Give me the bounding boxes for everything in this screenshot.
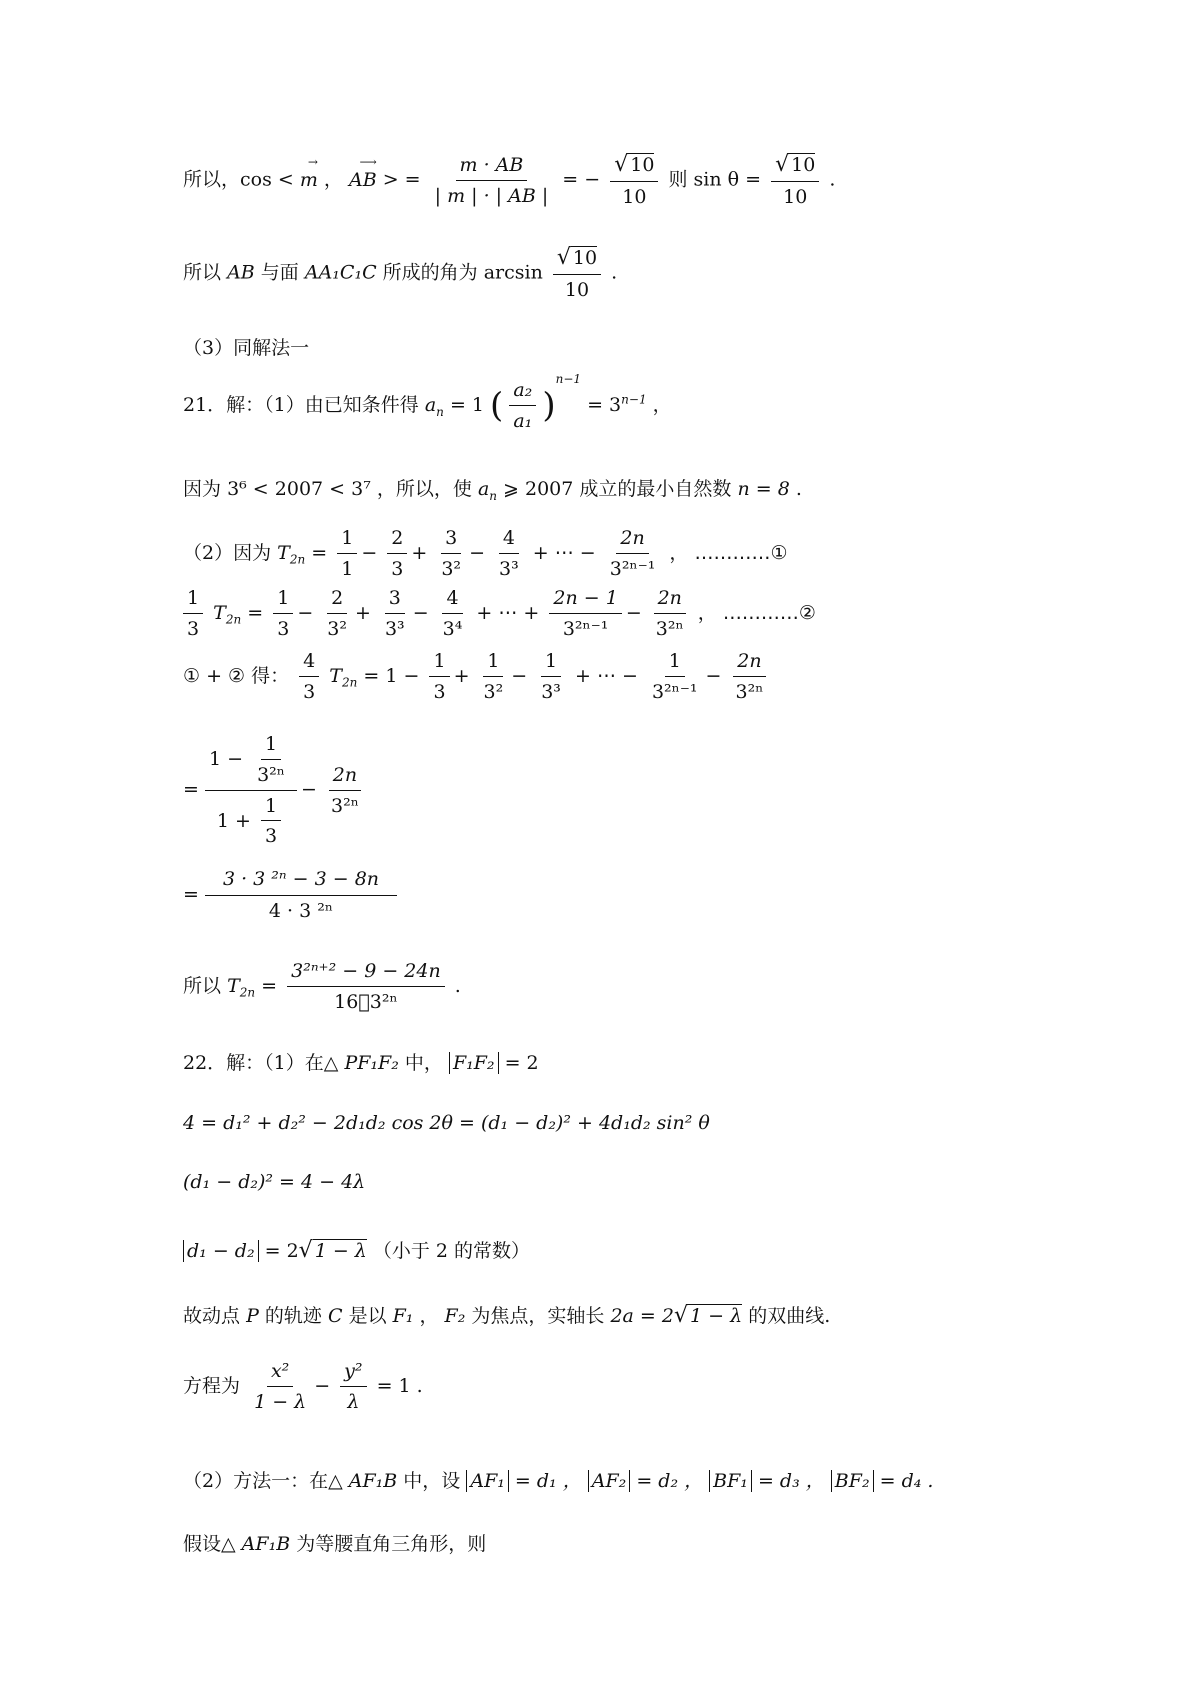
numerator: 2n <box>733 650 765 677</box>
assumption-line <box>183 1533 486 1556</box>
denominator: a₁ <box>513 410 533 432</box>
denominator: 3³ <box>384 617 405 640</box>
numerator: 1 <box>261 733 281 760</box>
numerator: 2n − 1 <box>549 587 621 614</box>
fraction <box>299 650 319 704</box>
denominator <box>213 791 289 849</box>
text-segment: 方程为 <box>183 1374 241 1397</box>
denominator: 3² <box>441 557 462 580</box>
subscript: 2n <box>225 612 242 627</box>
fraction <box>606 527 660 581</box>
math-segment: = d₄ . <box>879 1470 934 1492</box>
math-segment: a <box>424 394 437 416</box>
angle-result-line <box>183 245 617 302</box>
text-segment: （2）因为 <box>183 541 272 564</box>
numerator: 1 <box>665 650 685 677</box>
math-segment: AF₁B <box>241 1533 291 1555</box>
fraction-a2-a1 <box>509 379 536 433</box>
math-segment: F₂ <box>444 1305 466 1327</box>
denominator: 1 − λ <box>254 1390 307 1413</box>
math-segment: T <box>329 664 342 687</box>
fraction <box>387 527 407 581</box>
radical-icon: √ <box>556 245 571 270</box>
numerator <box>553 245 601 275</box>
numerator: x² <box>267 1360 293 1387</box>
text-segment: ， <box>323 168 343 191</box>
numerator: 1 <box>261 795 281 822</box>
text-segment: 是以 <box>348 1305 387 1327</box>
text-segment: = 3 <box>587 394 622 416</box>
text-segment: 所以，cos < <box>183 168 294 191</box>
math-segment: P <box>246 1305 259 1327</box>
denominator: 4 · 3 ²ⁿ <box>268 899 334 922</box>
numerator: a₂ <box>509 379 536 406</box>
problem-21-line <box>183 372 672 433</box>
text-segment: 22．解：（1）在△ <box>183 1052 339 1074</box>
denominator: 3³ <box>499 557 519 580</box>
text-segment: + ⋯ − <box>532 541 596 564</box>
text-segment: 中，设 <box>403 1470 461 1492</box>
min-n-line <box>183 478 802 503</box>
difference-abs-line <box>183 1238 530 1264</box>
text-segment: 1 + <box>216 809 251 832</box>
math-segment: C <box>327 1305 343 1327</box>
math-segment: BF₂ <box>831 1470 874 1492</box>
fraction <box>253 733 289 787</box>
vector-m: → m <box>299 154 318 191</box>
numerator: 3²ⁿ⁺² − 9 − 24n <box>287 960 445 987</box>
denominator: 1 <box>341 557 354 580</box>
fraction <box>648 650 702 704</box>
fraction <box>323 587 351 641</box>
text-segment: ① + ② 得： <box>183 664 290 687</box>
text-segment: > = <box>382 168 421 191</box>
denominator: | m | · | AB | <box>434 184 549 207</box>
numerator: 1 <box>337 527 357 554</box>
denominator: 3²ⁿ⁻¹ <box>651 680 698 703</box>
text-segment: 故动点 <box>183 1305 241 1327</box>
cos-angle-line <box>183 152 835 209</box>
text-segment: + ⋯ + <box>476 601 540 624</box>
text-segment: = − <box>562 168 601 191</box>
fraction <box>429 650 449 704</box>
numerator: 2n <box>616 527 648 554</box>
math-segment: AB <box>227 261 255 284</box>
text-segment: 则 sin θ = <box>668 168 762 191</box>
denominator: 3² <box>483 680 504 703</box>
subscript: n <box>489 488 497 503</box>
t2n-equation-2: $\frac{1}{3}$ $T_{2n}$ = $\frac{1}{3}$ − $\frac{2}{\text{3²}}$ + $\frac{3}{\text{3³}}$ − $\frac{4}{\text{3⁴}}$ + ⋯ + $\frac{2n - 1}{\text{3²ⁿ⁻¹}}$ − $\frac{2n}{\text{3²ⁿ}}$ ， …………② <box>183 587 816 641</box>
denominator: 3²ⁿ <box>257 763 286 786</box>
arrow-icon: → <box>307 154 318 169</box>
fraction <box>439 587 467 641</box>
text-segment: 所成的角为 arcsin <box>382 261 543 284</box>
numerator <box>205 733 297 791</box>
math-segment: 2a = 2 <box>610 1305 674 1327</box>
numerator: 1 <box>183 587 203 614</box>
numerator: 2 <box>387 527 407 554</box>
radicand: 10 <box>572 247 598 269</box>
text-segment: = <box>183 883 199 906</box>
numerator <box>610 152 658 182</box>
denominator: 3⁴ <box>442 617 463 640</box>
text-segment: 因为 <box>183 478 222 500</box>
text-segment: 假设△ <box>183 1533 236 1555</box>
denominator: 10 <box>564 279 590 302</box>
superscript: n−1 <box>621 392 647 407</box>
text-segment: 的轨迹 <box>264 1305 322 1327</box>
numerator: y² <box>340 1360 366 1387</box>
math-segment: a <box>477 478 490 500</box>
radical-icon: √ <box>298 1238 313 1263</box>
math-segment: T <box>277 541 290 564</box>
paren-right: ) <box>542 385 556 426</box>
denominator: 3²ⁿ <box>735 680 764 703</box>
subscript: 2n <box>239 985 256 1000</box>
text-segment: 中， <box>404 1052 443 1074</box>
math-segment: T <box>213 601 226 624</box>
t2n-result-line <box>183 960 461 1014</box>
fraction-sqrt10-over-10 <box>553 245 601 302</box>
math-segment: n = 8 <box>737 478 790 500</box>
text-segment: = <box>261 974 278 997</box>
numerator: 2n <box>329 764 361 791</box>
text-segment: ， <box>652 394 672 416</box>
math-segment: BF₁ <box>709 1470 752 1492</box>
math-segment: AF₁B <box>348 1470 398 1492</box>
method-one-line <box>183 1470 933 1493</box>
hyperbola-equation-line: 方程为 $\frac{\text{x²}}{1 - \lambda}$ − $\frac{\text{y²}}{\lambda}$ = 1 . <box>183 1360 423 1413</box>
text-segment: = <box>183 778 199 801</box>
part-3-heading <box>183 337 309 360</box>
sum-equation: ① + ② 得： $\frac{4}{3}$ $T_{2n} = 1$ − $\frac{1}{3}$ + $\frac{1}{\text{3²}}$ − $\frac{1}{\text{3³}}$ + ⋯ − $\frac{1}{\text{3²ⁿ⁻¹}}$ − $\frac{2n}{\text{3²ⁿ}}$ <box>183 650 771 704</box>
fraction <box>537 650 565 704</box>
math-segment: PF₁F₂ <box>344 1052 399 1074</box>
denominator: 3 <box>277 617 290 640</box>
denominator: 16⃞3²ⁿ <box>334 990 398 1013</box>
equation-marker: …………① <box>694 541 788 564</box>
text-segment: . <box>829 168 836 191</box>
text-segment: ⩾ 2007 成立的最小自然数 <box>503 478 732 500</box>
text-segment: 与面 <box>260 261 299 284</box>
numerator: 1 <box>429 650 449 677</box>
radicand: 1 − λ <box>314 1240 367 1262</box>
text-segment: = 2 <box>504 1052 539 1074</box>
denominator: 3³ <box>541 680 561 703</box>
denominator: 3²ⁿ⁻¹ <box>562 617 609 640</box>
fraction-sqrt10-over-10 <box>610 152 658 209</box>
math-segment: = d₁ ， <box>514 1470 582 1492</box>
text-segment: 1 − <box>208 747 244 770</box>
numerator <box>771 152 819 182</box>
t2n-equation-1: （2）因为 $T_{2n}$ = $\frac{1}{1}$ − $\frac{2}{3}$ + $\frac{3}{\text{3²}}$ − $\frac{4}{\text{3³}}$ + ⋯ − $\frac{2n}{\text{3²ⁿ⁻¹}}$ ， …………① <box>183 527 788 580</box>
text-segment: 的双曲线. <box>748 1305 831 1327</box>
subscript: 2n <box>289 552 306 567</box>
fraction <box>273 587 293 641</box>
math-segment: = d₂ ， <box>636 1470 704 1492</box>
simplified-fraction-line <box>183 868 401 923</box>
math-segment: d₁ − d₂ <box>183 1240 259 1262</box>
fraction <box>205 868 397 923</box>
compound-fraction-line: = 1 − $\frac{1}{\text{3²ⁿ}}$ 1 + $\frac{1}{3}$ − $\frac{2n}{\text{3²ⁿ}}$ <box>183 733 367 848</box>
math-segment: (d₁ − d₂)² = 4 − 4λ <box>183 1171 366 1193</box>
arrow-icon: ⟶ <box>359 154 377 169</box>
numerator: 4 <box>442 587 462 614</box>
denominator: 3² <box>327 617 347 640</box>
radicand: 10 <box>791 154 816 176</box>
math-segment: T <box>227 974 240 997</box>
text-segment: = 1 . <box>376 1374 423 1397</box>
math-segment: AF₁ <box>466 1470 509 1492</box>
text-segment: 为焦点，实轴长 <box>471 1305 605 1327</box>
fraction <box>337 527 357 581</box>
text-segment: = <box>311 541 328 564</box>
text-segment: 21．解：（1）由已知条件得 <box>183 394 419 416</box>
text-segment: + ⋯ − <box>574 664 638 687</box>
denominator: 3 <box>265 825 278 848</box>
text-segment: 所以 <box>183 974 222 997</box>
denominator: 10 <box>783 186 808 209</box>
denominator: 3 <box>303 680 316 703</box>
text-segment: 为等腰直角三角形，则 <box>296 1533 487 1555</box>
text-segment: . <box>795 478 802 500</box>
math-segment: AF₂ <box>588 1470 631 1492</box>
text-segment: = <box>247 601 264 624</box>
text-segment: （小于 2 的常数） <box>372 1240 531 1262</box>
vector-ab: ⟶ AB <box>348 154 377 191</box>
math-segment: AA₁C₁C <box>304 261 377 284</box>
compound-fraction <box>205 733 297 848</box>
numerator: 1 <box>541 650 561 677</box>
cosine-law-line <box>183 1112 710 1135</box>
denominator: 3 <box>391 557 404 580</box>
text-segment: 所以 <box>183 261 222 284</box>
fraction <box>549 587 621 641</box>
text-segment: = 2 <box>264 1240 299 1262</box>
numerator: 1 <box>273 587 293 614</box>
denominator: λ <box>347 1390 360 1413</box>
text-segment: （2）方法一：在△ <box>183 1470 343 1492</box>
numerator: 4 <box>299 650 319 677</box>
denominator: 3²ⁿ⁻¹ <box>609 557 656 580</box>
fraction-cos <box>431 154 553 208</box>
paren-left: ( <box>490 385 504 426</box>
math-segment: 3⁶ < 2007 < 3⁷ <box>227 478 371 500</box>
denominator: 3 <box>187 617 200 640</box>
subscript: n <box>436 404 444 419</box>
numerator: 4 <box>499 527 519 554</box>
radicand: 10 <box>630 154 655 176</box>
math-segment: = d₃ ， <box>757 1470 825 1492</box>
radical-icon: √ <box>614 152 629 177</box>
text-segment: ， <box>697 601 717 624</box>
radicand: 1 − λ <box>690 1305 743 1327</box>
text-segment: （3）同解法一 <box>183 337 310 359</box>
text-segment: ， <box>669 541 689 564</box>
problem-22-line <box>183 1052 539 1075</box>
numerator: 3 · 3 ²ⁿ − 3 − 8n <box>205 868 397 896</box>
text-segment: . <box>454 974 461 997</box>
numerator: 1 <box>483 650 503 677</box>
denominator: 3²ⁿ <box>655 617 684 640</box>
difference-square-line <box>183 1171 365 1194</box>
hyperbola-description-line <box>183 1303 830 1329</box>
radical-icon: √ <box>673 1303 689 1328</box>
fraction <box>480 650 508 704</box>
math-segment: F₁ <box>392 1305 414 1327</box>
fraction <box>437 527 465 581</box>
text-segment: ， <box>419 1305 439 1327</box>
numerator: 2 <box>327 587 347 614</box>
equation-marker: …………② <box>722 601 816 624</box>
superscript: n−1 <box>555 372 582 386</box>
fraction <box>381 587 409 641</box>
radical-icon: √ <box>775 152 790 177</box>
text-segment: . <box>611 261 618 284</box>
fraction <box>287 960 445 1014</box>
fraction <box>250 1360 310 1414</box>
text-segment: = 1 − <box>363 664 420 687</box>
numerator: 2n <box>654 587 686 614</box>
numerator: m · AB <box>456 154 528 181</box>
fraction <box>495 527 523 581</box>
fraction <box>652 587 688 641</box>
fraction <box>340 1360 366 1414</box>
fraction <box>261 795 281 849</box>
math-segment: F₁F₂ <box>449 1052 499 1074</box>
denominator: 10 <box>622 186 647 209</box>
numerator: 3 <box>441 527 461 554</box>
subscript: 2n <box>341 675 358 690</box>
fraction <box>183 587 203 641</box>
text-segment: = 1 <box>449 394 484 416</box>
text-segment: ，所以，使 <box>376 478 472 500</box>
fraction-sqrt10-over-10 <box>771 152 819 209</box>
fraction <box>732 650 768 704</box>
denominator: 3 <box>433 680 446 703</box>
denominator: 3²ⁿ <box>330 794 359 817</box>
numerator: 3 <box>385 587 405 614</box>
fraction <box>327 764 363 818</box>
math-segment: 4 = d₁² + d₂² − 2d₁d₂ cos 2θ = (d₁ − d₂)² + 4d₁d₂ sin² θ <box>183 1112 710 1134</box>
